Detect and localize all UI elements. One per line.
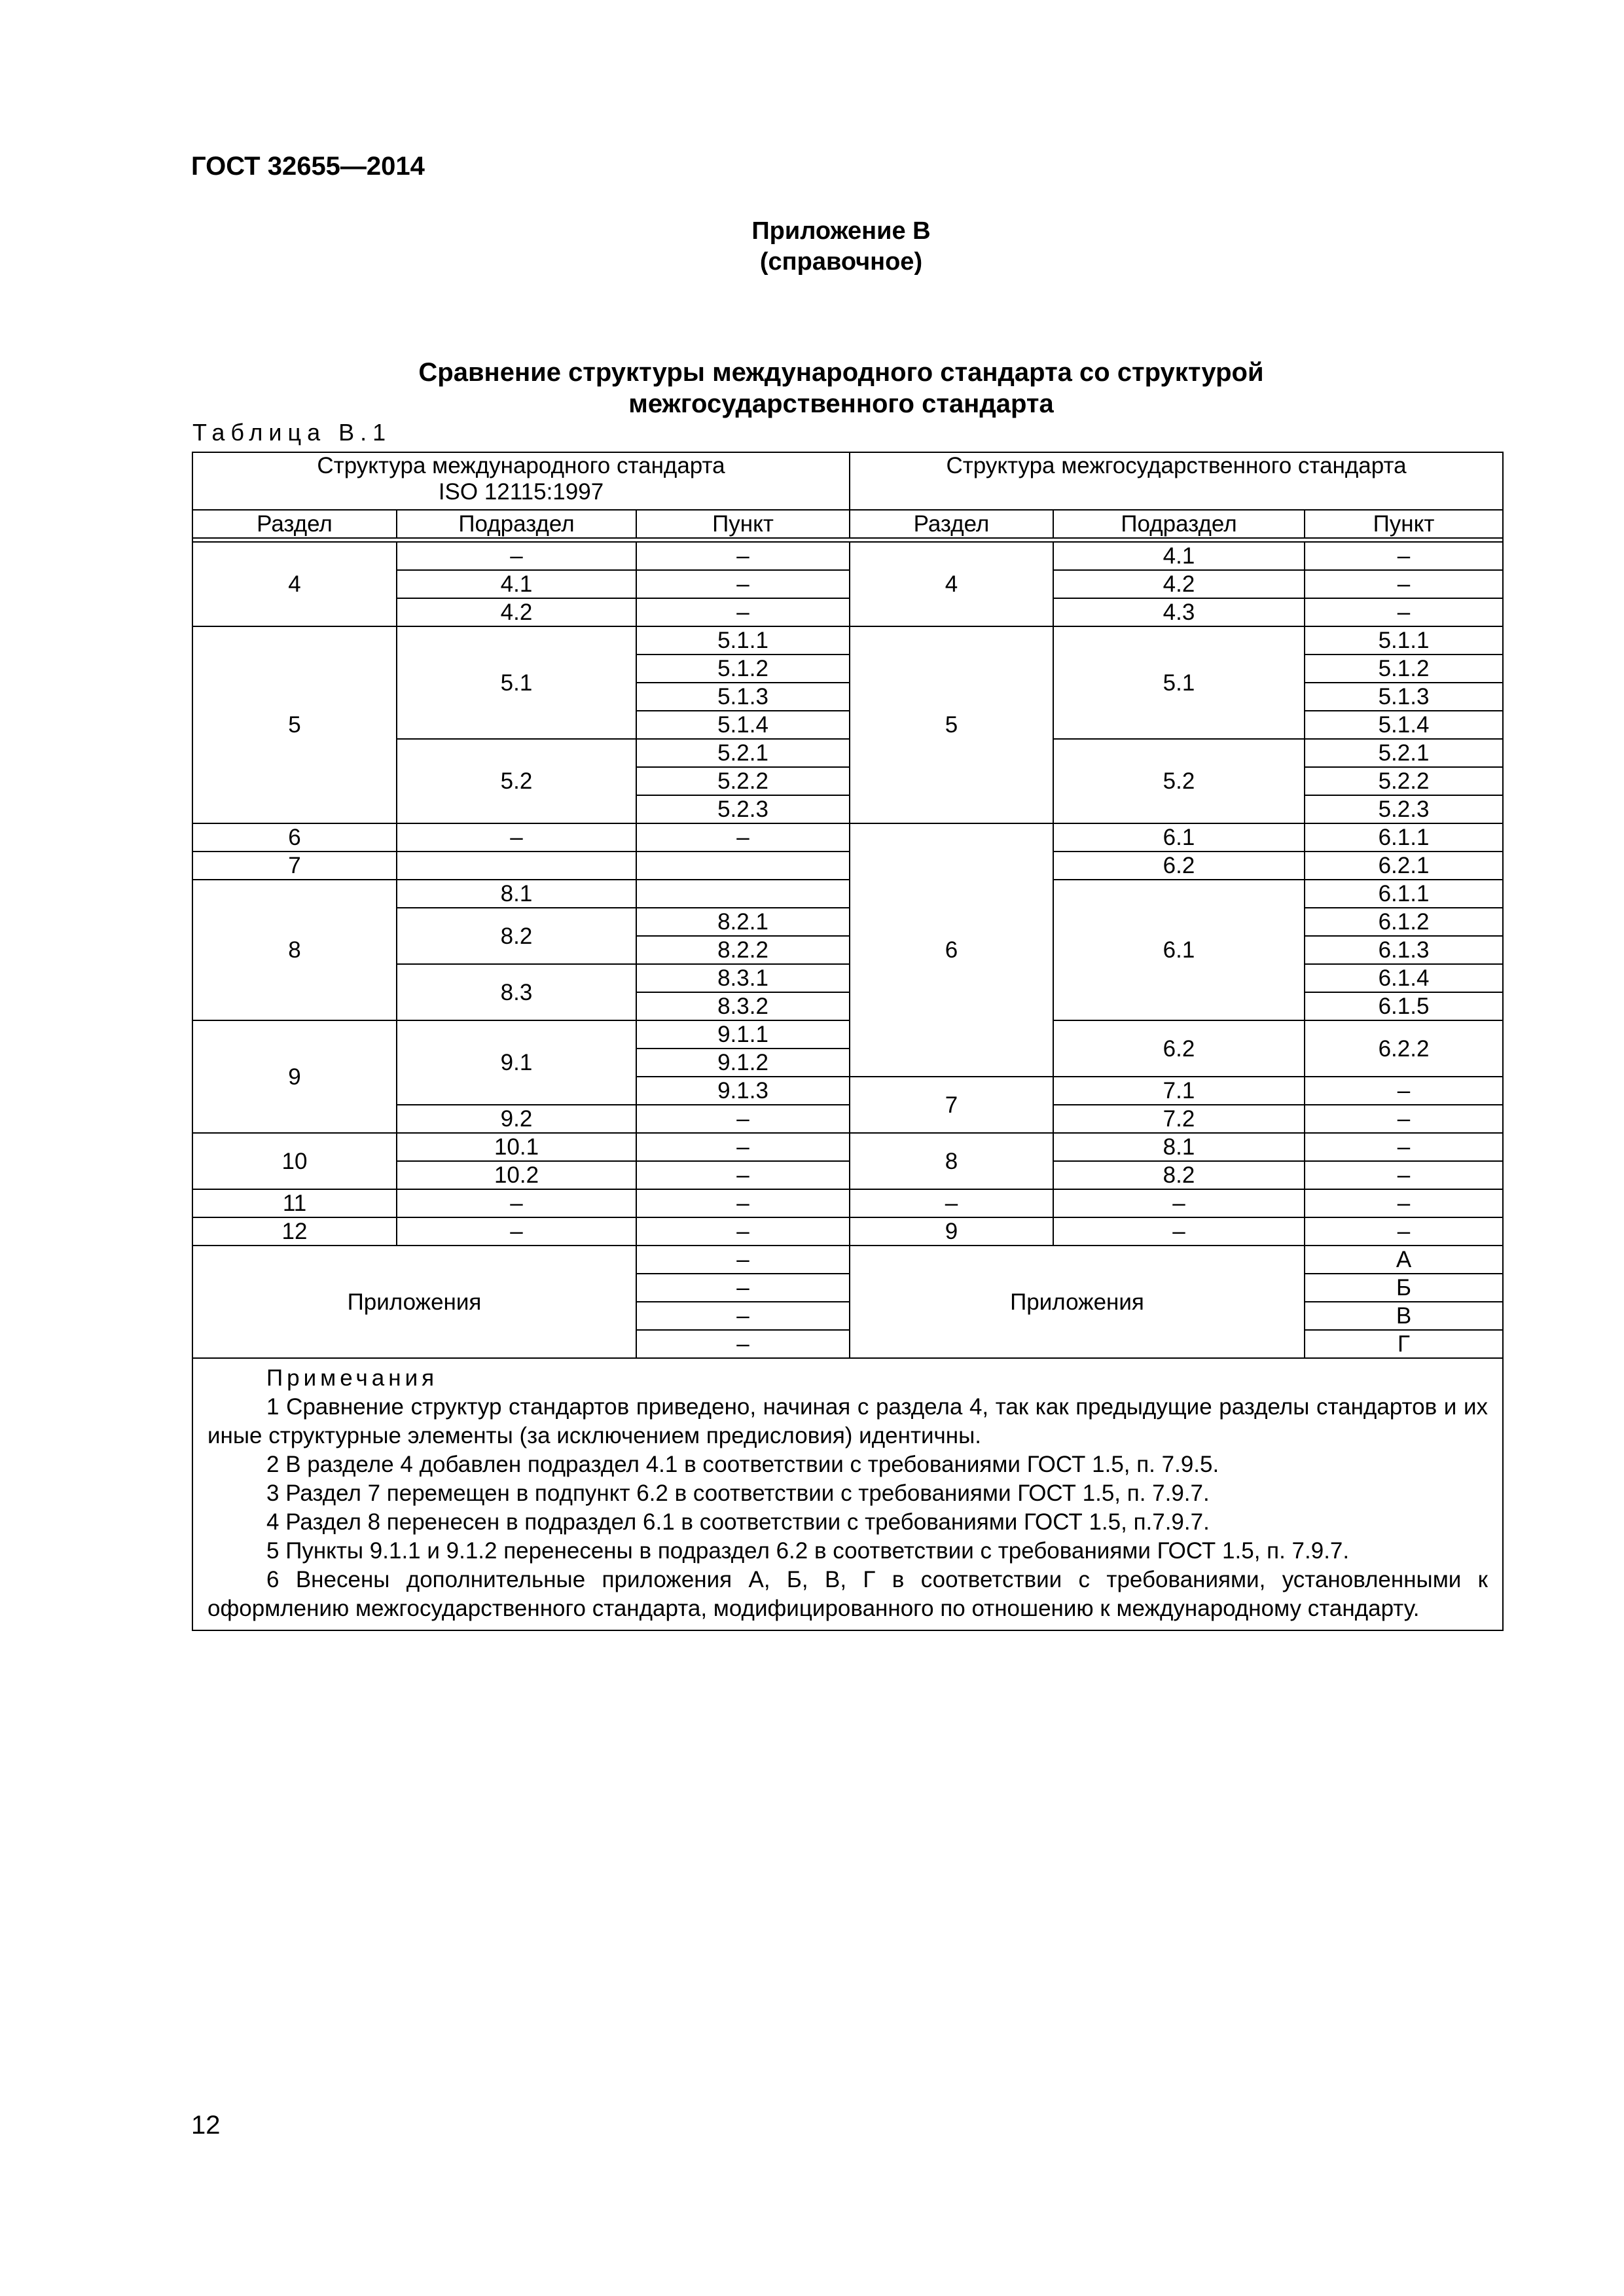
table-cell: 5.1.4 [636,711,850,739]
table-cell: 9.1 [397,1020,636,1105]
table-row [192,542,1503,570]
notes-row [192,1358,1503,1630]
annex-heading [0,216,1624,278]
table-cell: 4.2 [1053,570,1305,598]
table-cell: 5.2 [1053,739,1305,823]
table-cell: 5.1 [1053,626,1305,739]
table-row [192,1020,1503,1049]
note-item: 3 Раздел 7 перемещен в подпункт 6.2 в соответствии с требованиями ГОСТ 1.5, п. 7.9.7. [266,1480,1210,1506]
table-cell: 10.2 [397,1161,636,1189]
table-cell: 6.1.5 [1305,992,1503,1020]
table-cell: 5.2.2 [1305,767,1503,795]
group-header-international-line-1: Структура международного стандарта [317,453,725,478]
table-cell: 4.3 [1053,598,1305,626]
table-cell: 8.1 [397,880,636,908]
column-header: Пункт [636,510,850,538]
table-cell: 5.1.2 [1305,655,1503,683]
table-cell: Приложения [192,1246,636,1358]
table-cell: – [1305,598,1503,626]
table-cell: 9.1.1 [636,1020,850,1049]
table-cell: 8.2 [1053,1161,1305,1189]
table-cell: 6.1.3 [1305,936,1503,964]
table-cell: 5.1.2 [636,655,850,683]
column-header: Подраздел [397,510,636,538]
table-cell: – [397,1217,636,1246]
table-cell: 4 [192,542,397,626]
table-cell: 6 [192,823,397,852]
note-item: 4 Раздел 8 перенесен в подраздел 6.1 в соответствии с требованиями ГОСТ 1.5, п.7.9.7. [266,1509,1210,1535]
table-cell: 5.2.3 [1305,795,1503,823]
table-cell: 5.1.4 [1305,711,1503,739]
table-cell: 5.2.3 [636,795,850,823]
table-cell [636,880,850,908]
table-cell: 10.1 [397,1133,636,1161]
table-cell: 6.2 [1053,852,1305,880]
annex-title: Приложение В [751,217,931,245]
table-title-line-2: межгосударственного стандарта [628,389,1054,418]
column-header-row [192,510,1503,538]
table-cell: 5.2.2 [636,767,850,795]
table-cell: 6.2 [1053,1020,1305,1077]
table-cell: – [1305,1189,1503,1217]
table-cell: – [397,542,636,570]
table-cell: – [636,1302,850,1330]
table-cell: – [636,1274,850,1302]
table-cell: – [636,1330,850,1358]
notes-title: Примечания [266,1365,439,1391]
table-cell: 6.1 [1053,880,1305,1020]
table-cell: 8.2.2 [636,936,850,964]
table-cell: 8.2.1 [636,908,850,936]
group-header-interstate: Структура межгосударственного стандарта [850,452,1503,510]
table-cell: 8 [850,1133,1053,1189]
table-cell: 5.1 [397,626,636,739]
table-cell: – [1305,542,1503,570]
table-cell: – [850,1189,1053,1217]
table-cell: 5.1.1 [636,626,850,655]
column-header: Раздел [850,510,1053,538]
column-header: Подраздел [1053,510,1305,538]
table-cell: 5.2.1 [636,739,850,767]
table-cell: 7.2 [1053,1105,1305,1133]
table-cell: – [636,570,850,598]
table-cell: 9.1.3 [636,1077,850,1105]
table-cell: 6.1.1 [1305,880,1503,908]
table-cell: 6.2.1 [1305,852,1503,880]
table-cell: 5.2 [397,739,636,823]
table-row [192,1133,1503,1161]
table-cell: – [636,598,850,626]
table-cell: 4 [850,542,1053,626]
table-cell: 8.3.2 [636,992,850,1020]
table-cell: – [1053,1189,1305,1217]
table-cell: 5.1.3 [636,683,850,711]
table-cell: 8.3 [397,964,636,1020]
table-cell: В [1305,1302,1503,1330]
table-cell [636,852,850,880]
table-cell: – [636,1189,850,1217]
table-cell: 5.1.3 [1305,683,1503,711]
table-row [192,1246,1503,1274]
table-row [192,880,1503,908]
note-item: 1 Сравнение структур стандартов приведено, начиная с раздела 4, так как предыдущие разделы стандартов и их иные структурные элементы (за исключением предисловия) идентичны. [208,1394,1488,1448]
table-row [192,823,1503,852]
table-cell: – [636,1217,850,1246]
table-cell: 11 [192,1189,397,1217]
table-cell: – [636,823,850,852]
page-number: 12 [191,2111,221,2140]
table-cell: – [397,1189,636,1217]
note-item: 5 Пункты 9.1.1 и 9.1.2 перенесены в подраздел 6.2 в соответствии с требованиями ГОСТ 1.5, п. 7.9.7. [266,1538,1350,1564]
note-item: 2 В разделе 4 добавлен подраздел 4.1 в соответствии с требованиями ГОСТ 1.5, п. 7.9.5. [266,1452,1219,1477]
table-cell: 9.2 [397,1105,636,1133]
table-cell: – [1305,1217,1503,1246]
table-cell: 12 [192,1217,397,1246]
table-cell: – [397,823,636,852]
table-cell: 6.1.1 [1305,823,1503,852]
table-cell: – [1305,1105,1503,1133]
table-row [192,852,1503,880]
table-cell: 8.2 [397,908,636,964]
table-cell: 6.2.2 [1305,1020,1503,1077]
table-cell: Приложения [850,1246,1305,1358]
table-cell: 8.3.1 [636,964,850,992]
table-cell: – [1305,570,1503,598]
table-cell: 5.2.1 [1305,739,1503,767]
table-cell: – [636,542,850,570]
table-cell: – [636,1105,850,1133]
table-cell: – [1305,1161,1503,1189]
table-cell: – [1305,1133,1503,1161]
table-cell: 6.1.2 [1305,908,1503,936]
table-cell: 6.1 [1053,823,1305,852]
table-cell: 4.1 [397,570,636,598]
column-header: Раздел [192,510,397,538]
table-title [0,357,1624,420]
table-cell: 6 [850,823,1053,1077]
column-header: Пункт [1305,510,1503,538]
table-cell: Б [1305,1274,1503,1302]
table-row [192,626,1503,655]
table-title-line-1: Сравнение структуры международного стандарта со структурой [418,358,1264,387]
table-cell: 4.2 [397,598,636,626]
table-cell: 6.1.4 [1305,964,1503,992]
annex-subtitle: (справочное) [759,248,923,276]
group-header-international [192,452,850,510]
table-cell: 7 [192,852,397,880]
table-cell: – [636,1161,850,1189]
table-cell: Г [1305,1330,1503,1358]
table-cell: – [636,1133,850,1161]
note-item: 6 Внесены дополнительные приложения А, Б, В, Г в соответствии с требованиями, установленными к оформлению межгосударственного стандарта, модифицированного по отношению к международному стандарту. [208,1567,1488,1621]
table-cell: 5 [850,626,1053,823]
table-cell: 8 [192,880,397,1020]
table-row [192,1217,1503,1246]
table-cell: 9 [192,1020,397,1133]
table-cell: – [1305,1077,1503,1105]
table-cell: 9 [850,1217,1053,1246]
table-cell: 4.1 [1053,542,1305,570]
table-cell: 9.1.2 [636,1049,850,1077]
table-cell: 10 [192,1133,397,1189]
table-cell: 7.1 [1053,1077,1305,1105]
table-row [192,1189,1503,1217]
table-cell: – [1053,1217,1305,1246]
comparison-table [192,452,1504,1631]
table-cell: 8.1 [1053,1133,1305,1161]
table-cell: 5 [192,626,397,823]
group-header-row [192,452,1503,510]
table-cell: 5.1.1 [1305,626,1503,655]
notes-cell [192,1358,1503,1630]
table-cell [397,852,636,880]
table-label: Таблица В.1 [192,419,392,446]
document-header: ГОСТ 32655—2014 [191,152,425,181]
table-cell: – [636,1246,850,1274]
table-cell: А [1305,1246,1503,1274]
table-cell: 7 [850,1077,1053,1133]
group-header-international-line-2: ISO 12115:1997 [438,479,604,505]
